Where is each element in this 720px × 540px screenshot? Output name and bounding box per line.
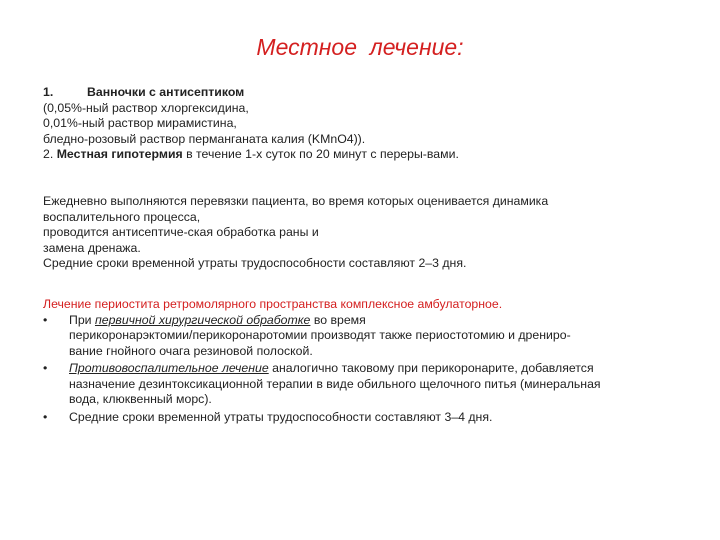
dressing-line-5: Средние сроки временной утраты трудоспособности составляют 2–3 дня. [43,256,467,270]
bullet-2-emphasis: Противовоспалительное лечение [69,361,269,375]
solution-line-2: 0,01%-ный раствор мирамистина, [43,116,237,130]
bullet-1-line-2: перикоронарэктомии/перикоронаротомии производят также периостотомию и дрениро- [69,328,571,342]
list-item-2 [43,147,683,163]
solution-line-1: (0,05%-ный раствор хлоргексидина, [43,100,249,115]
dressing-line-2: воспалительного процесса, [43,209,201,224]
bullet-item-3 [43,410,683,426]
bullet-item-1 [43,313,683,360]
bullet-marker: • [43,409,48,424]
list-item-2-rest: в течение 1-х суток по 20 минут с переры-вами. [182,147,459,161]
bullet-3-text: Средние сроки временной утраты трудоспособности составляют 3–4 дня. [69,409,493,424]
dressing-paragraph [43,194,683,272]
bullet-1-rest: во время [310,312,366,327]
dressing-line-3: проводится антисептиче-ская обработка раны и [43,225,319,239]
bullet-2-line-3: вода, клюквенный морс). [69,392,212,406]
slide-title: Местное лечение: [256,34,464,60]
list-item-2-bold: Местная гипотермия [56,147,183,161]
solution-line-3: бледно-розовый раствор перманганата калия (KMnO4)). [43,131,366,146]
bullet-1-prefix: При [69,312,95,327]
bullet-marker: • [43,312,48,327]
bullet-2-line-2: назначение дезинтоксикационной терапии в виде обильного щелочного питья (минеральная [69,376,601,391]
dressing-line-1: Ежедневно выполняются перевязки пациента, во время которых оценивается динамика [43,194,549,208]
list-item-1-number: 1. [43,85,54,99]
dressing-line-4: замена дренажа. [43,240,141,255]
periostitis-heading: Лечение периостита ретромолярного пространства комплексное амбулаторное. [43,297,503,311]
periostitis-section [43,297,683,425]
list-item-1 [43,85,683,101]
bullet-marker: • [43,361,48,375]
bullet-1-emphasis: первичной хирургической обработке [94,312,311,327]
list-item-2-prefix: 2. [43,147,57,161]
bullet-2-rest: аналогично таковому при перикоронарите, добавляется [268,361,594,375]
treatment-list [43,85,683,163]
bullet-1-line-3: вание гнойного очага резиновой полоской. [69,343,313,358]
bullet-item-2 [43,361,683,408]
list-item-1-label: Ванночки с антисептиком [87,85,245,99]
